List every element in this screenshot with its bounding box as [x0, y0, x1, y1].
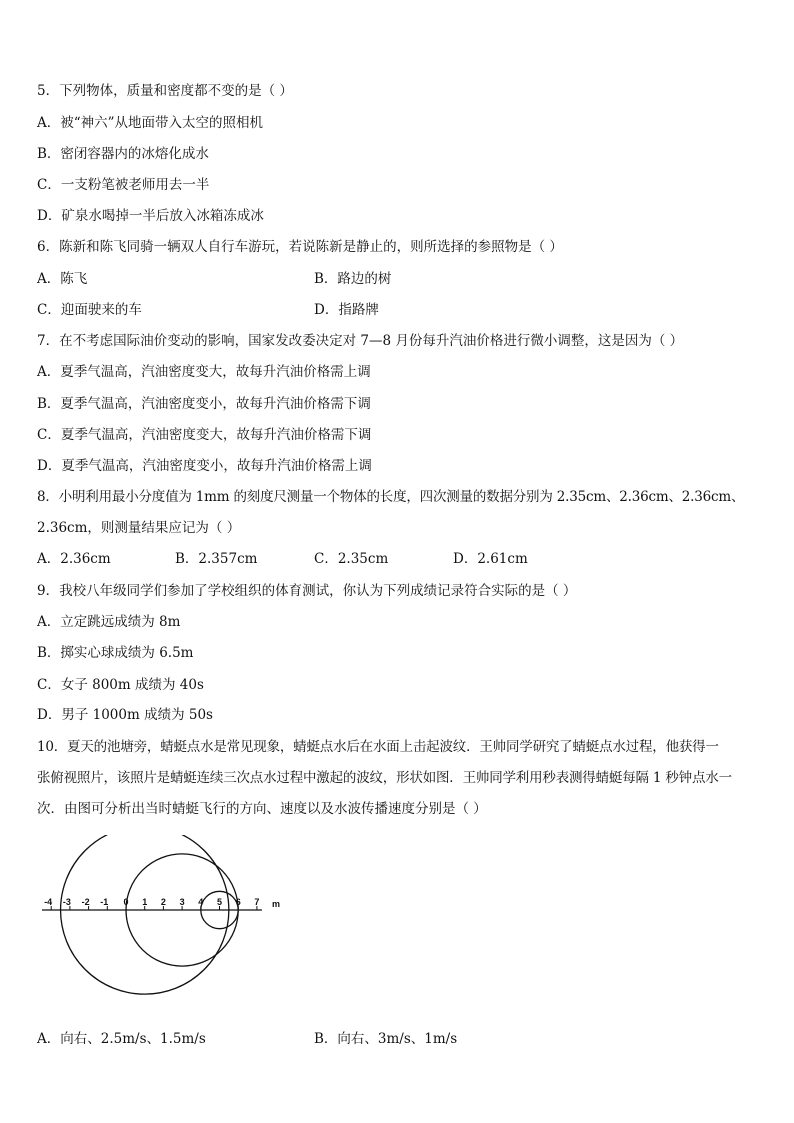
q7-option-c[interactable]: C．夏季气温高，汽油密度变大，故每升汽油价格需下调: [37, 427, 372, 443]
q10-stem-line2: 张俯视照片，该照片是蜻蜓连续三次点水过程中激起的波纹，形状如图．王帅同学利用秒表测得蜻蜓每隔 1 秒钟点水一: [37, 770, 732, 786]
q9-option-b[interactable]: B．掷实心球成绩为 6.5m: [37, 645, 194, 661]
q6-option-a[interactable]: A．陈飞: [37, 271, 88, 287]
axis-label: 5: [217, 897, 223, 907]
q9-option-a[interactable]: A．立定跳远成绩为 8m: [37, 614, 181, 630]
q6-stem: 6．陈新和陈飞同骑一辆双人自行车游玩，若说陈新是静止的，则所选择的参照物是（ ）: [37, 239, 563, 255]
q7-option-d[interactable]: D．夏季气温高，汽油密度变小，故每升汽油价格需上调: [37, 458, 372, 474]
q6-option-b[interactable]: B．路边的树: [314, 271, 392, 287]
axis-label: 3: [179, 897, 185, 907]
q5-option-d[interactable]: D．矿泉水喝掉一半后放入冰箱冻成冰: [37, 208, 264, 224]
axis-label: 0: [123, 897, 129, 907]
q7-option-a[interactable]: A．夏季气温高，汽油密度变大，故每升汽油价格需上调: [37, 364, 371, 380]
ripple-circles: [61, 835, 239, 994]
axis-label: 7: [254, 897, 260, 907]
axis-label: 1: [142, 897, 148, 907]
axis-labels: [44, 897, 259, 907]
axis-label: 4: [198, 897, 204, 907]
q9-option-d[interactable]: D．男子 1000m 成绩为 50s: [37, 707, 213, 723]
q5-option-a[interactable]: A．被“神六”从地面带入太空的照相机: [37, 115, 264, 131]
q8-option-d[interactable]: D．2.61cm: [453, 551, 528, 567]
q6-option-c[interactable]: C．迎面驶来的车: [37, 302, 142, 318]
q10-stem-line3: 次．由图可分析出当时蜻蜓飞行的方向、速度以及水波传播速度分别是（ ）: [37, 801, 487, 817]
axis-label: 6: [235, 897, 241, 907]
q5-stem: 5．下列物体，质量和密度都不变的是（ ）: [37, 83, 293, 99]
q8-option-c[interactable]: C．2.35cm: [314, 551, 389, 567]
q7-stem: 7．在不考虑国际油价变动的影响，国家发改委决定对 7—8 月份每升汽油价格进行微小调整，这是因为（ ）: [37, 333, 684, 349]
q8-option-a[interactable]: A．2.36cm: [37, 551, 111, 567]
q9-stem: 9．我校八年级同学们参加了学校组织的体育测试，你认为下列成绩记录符合实际的是（ ）: [37, 583, 577, 599]
q5-option-b[interactable]: B．密闭容器内的冰熔化成水: [37, 146, 209, 162]
axis-label: -2: [81, 897, 90, 907]
axis-unit-label: m: [272, 899, 281, 909]
q9-option-c[interactable]: C．女子 800m 成绩为 40s: [37, 677, 204, 693]
q7-option-b[interactable]: B．夏季气温高，汽油密度变小，故每升汽油价格需下调: [37, 396, 371, 412]
q10-option-b[interactable]: B．向右、3m/s、1m/s: [314, 1031, 458, 1047]
axis-label: 2: [160, 897, 166, 907]
q10-stem-line1: 10．夏天的池塘旁，蜻蜓点水是常见现象，蜻蜓点水后在水面上击起波纹．王帅同学研究了蜻蜓点水过程，他获得一: [37, 739, 719, 755]
q8-option-b[interactable]: B．2.357cm: [175, 551, 258, 567]
axis-label: -4: [44, 897, 53, 907]
q8-stem-line2: 2.36cm，则测量结果应记为（ ）: [37, 520, 241, 536]
axis-label: -1: [100, 897, 109, 907]
q5-option-c[interactable]: C．一支粉笔被老师用去一半: [37, 177, 210, 193]
axis-label: -3: [62, 897, 71, 907]
ripple-figure: [40, 835, 300, 1005]
q6-option-d[interactable]: D．指路牌: [314, 302, 379, 318]
q10-option-a[interactable]: A．向右、2.5m/s、1.5m/s: [37, 1031, 206, 1047]
q8-stem-line1: 8．小明利用最小分度值为 1mm 的刻度尺测量一个物体的长度，四次测量的数据分别为 2.35cm、2.36cm、2.36cm、: [37, 489, 745, 505]
